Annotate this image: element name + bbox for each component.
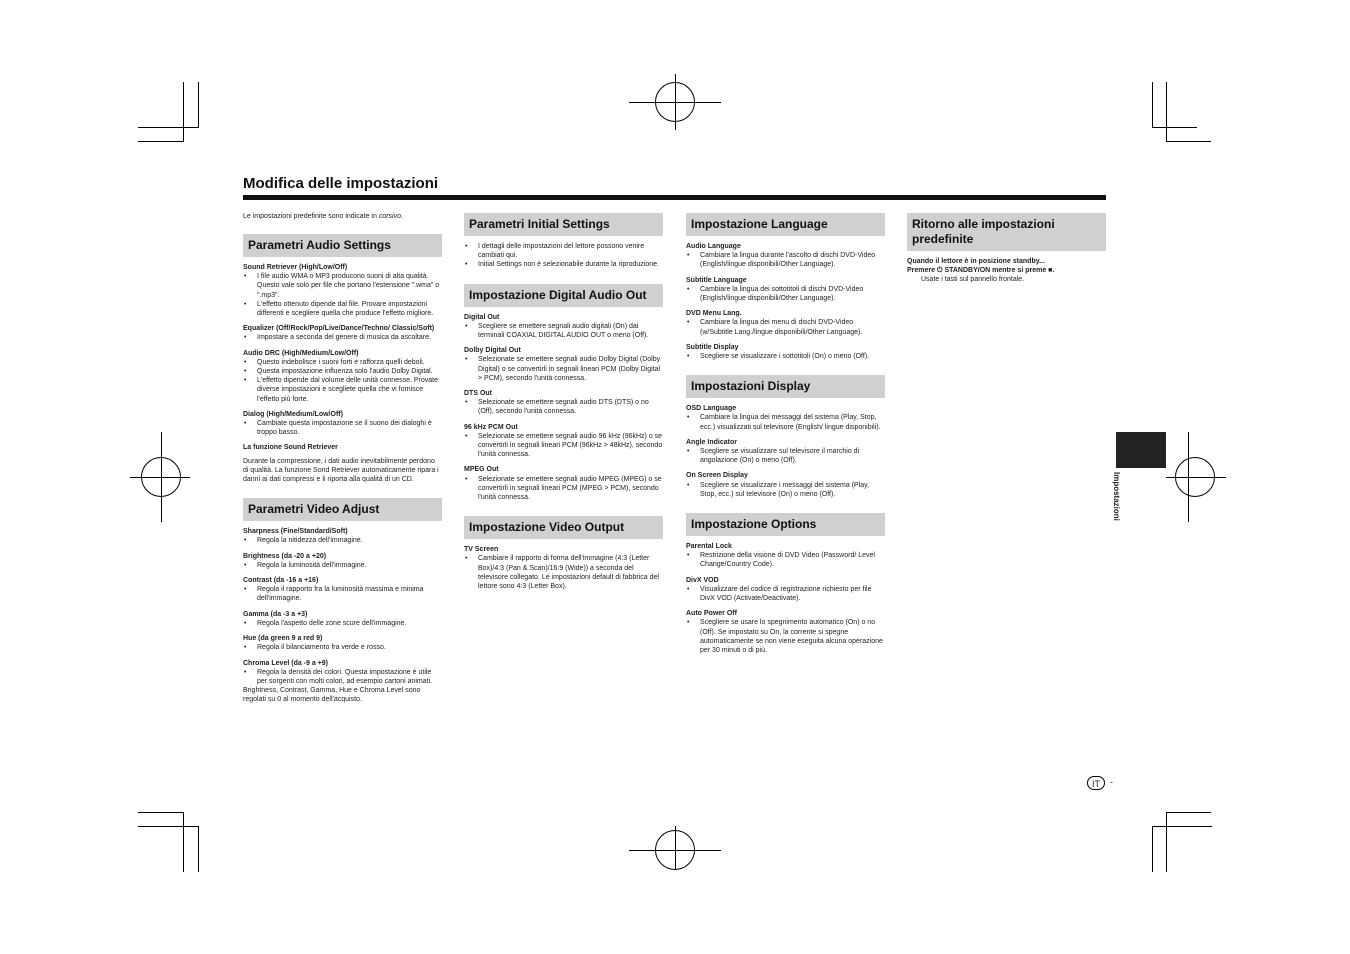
- contrast-title: Contrast (da -16 a +16): [243, 577, 319, 585]
- digital-audio-out-header: Impostazione Digital Audio Out: [464, 284, 663, 307]
- audio-settings-header: Parametri Audio Settings: [243, 234, 442, 257]
- crop-mark: [1166, 477, 1226, 478]
- list-item: • Initial Settings non è selezionabile durante la riproduzione.: [464, 260, 663, 269]
- list-item: • Regola la nitidezza dell'immagine.: [243, 536, 442, 545]
- list-item: • Selezionate se emettere segnali audio 96 kHz (96kHz) o se convertirli in segnali lineari PCM (96kHz > 48kHz), secondo l'unità connessa.: [464, 432, 663, 460]
- crop-mark: [1166, 812, 1167, 872]
- crop-mark: [1166, 812, 1211, 813]
- crop-mark: [138, 826, 198, 827]
- dts-out-title: DTS Out: [464, 390, 492, 398]
- list-item: • Regola la luminosità dell'immagine.: [243, 561, 442, 570]
- tv-screen-title: TV Screen: [464, 546, 499, 554]
- list-item: • Scegliere se visualizzare i messaggi del sistema (Play, Stop, ecc.) sul televisore (On) o meno (Off).: [686, 481, 885, 499]
- reset-line-1: Quando il lettore è in posizione standby...: [907, 258, 1045, 265]
- dolby-digital-out-title: Dolby Digital Out: [464, 347, 521, 355]
- list-item: • Selezionate se emettere segnali audio MPEG (MPEG) o se convertirli in segnali lineari PCM (MPEG > PCM), secondo l'unità connessa.: [464, 475, 663, 503]
- crop-mark: [138, 812, 184, 813]
- parental-lock-title: Parental Lock: [686, 543, 732, 551]
- dvd-menu-lang-title: DVD Menu Lang.: [686, 310, 742, 318]
- list-item: • Questo indebolisce i suoni forti e rafforza quelli deboli.: [243, 358, 442, 367]
- dialog-title: Dialog (High/Medium/Low/Off): [243, 410, 343, 418]
- crop-mark: [1166, 141, 1211, 142]
- list-item: • Cambiare la lingua dei sottotitoli di dischi DVD-Video (English/lingue disponibili/Other Language).: [686, 285, 885, 303]
- list-item: • Cambiare la lingua dei menu di dischi DVD-Video (w/Subtitle Lang./lingue disponibili/Other Language).: [686, 318, 885, 336]
- language-badge: IT: [1087, 776, 1105, 790]
- list-item: • Selezionate se emettere segnali audio Dolby Digital (Dolby Digital) o se convertirli in segnali lineari PCM (Dolby Digital > PCM), secondo l'unità connessa.: [464, 355, 663, 383]
- crop-mark: [183, 812, 184, 872]
- section-tab-marker: [1116, 432, 1166, 468]
- auto-power-off-title: Auto Power Off: [686, 610, 737, 618]
- sound-retriever-function-text: Durante la compressione, i dati audio inevitabilmente perdono di qualità. La funzione Sond Retriever automaticamente ripara i danni ai dati compressi e li riporta alla qualità di un CD.: [243, 457, 439, 484]
- page-number-dash: -: [1110, 777, 1113, 787]
- crop-mark: [1188, 432, 1189, 522]
- list-item: • Scegliere se visualizzare i sottotitoli (On) o meno (Off).: [686, 352, 885, 361]
- reset-line-2: Premere ⏻ STANDBY/ON mentre si preme ■.: [907, 267, 1055, 275]
- display-header: Impostazioni Display: [686, 375, 885, 398]
- on-screen-display-title: On Screen Display: [686, 472, 748, 480]
- reset-defaults-header: Ritorno alle impostazioni predefinite: [907, 213, 1106, 251]
- initial-settings-header: Parametri Initial Settings: [464, 213, 663, 236]
- side-tab-label-wrap: [1112, 472, 1134, 542]
- list-item: • Cambiare la lingua durante l'ascolto di dischi DVD-Video (English/lingue disponibili/Other Language).: [686, 251, 885, 269]
- gamma-title: Gamma (da -3 a +3): [243, 610, 308, 618]
- crop-mark: [138, 141, 184, 142]
- subtitle-language-title: Subtitle Language: [686, 276, 747, 284]
- list-item: • Cambiate questa impostazione se il suono dei dialoghi è troppo basso.: [243, 419, 442, 437]
- list-item: • Regola la densità dei colori. Questa impostazione è utile per sorgenti con molti colori, ad esempio cartoni animati.: [243, 668, 442, 686]
- crop-mark: [1152, 826, 1153, 872]
- audio-language-title: Audio Language: [686, 243, 741, 250]
- list-item: • Questa impostazione influenza solo l'audio Dolby Digital.: [243, 367, 442, 376]
- page-title: Modifica delle impostazioni: [243, 175, 439, 192]
- mpeg-out-title: MPEG Out: [464, 466, 499, 474]
- list-item: • Cambiare il rapporto di forma dell'immagine (4:3 (Letter Box)/4:3 (Pan & Scan)/16:9 (Wide)) a seconda del televisore collegato. Le impostazioni default di fabbrica del lettore sono 4:3 (Letter Box).: [464, 554, 663, 591]
- list-item: • Scegliere se usare lo spegnimento automatico (On) o no (Off). Se impostato su On, la corrente si spegne automaticamente se non viene eseguita alcuna operazione per 30 minuti o di più.: [686, 618, 885, 655]
- list-item: • L'effetto dipende dal volume delle unità connesse. Provate diverse impostazioni e scegliete quella che vi fornisce l'effetto più forte.: [243, 376, 442, 404]
- crop-mark: [1166, 82, 1167, 142]
- angle-indicator-title: Angle Indicator: [686, 438, 737, 446]
- intro-text: Le impostazioni predefinite sono indicate in corsivo.: [243, 213, 403, 220]
- list-item: • L'effetto ottenuto dipende dal file. Provare impostazioni differenti e scegliere quella che produce l'effetto migliore.: [243, 300, 442, 318]
- list-item: • Scegliere se emettere segnali audio digitali (On) dai terminali COAXIAL DIGITAL AUDIO OUT o meno (Off).: [464, 322, 663, 340]
- equalizer-title: Equalizer (Off/Rock/Pop/Live/Dance/Techno/ Classic/Soft): [243, 325, 435, 333]
- audio-drc-title: Audio DRC (High/Medium/Low/Off): [243, 349, 359, 357]
- list-item: • Selezionate se emettere segnali audio DTS (DTS) o no (Off), secondo l'unità connessa.: [464, 398, 663, 416]
- crop-mark: [1152, 826, 1212, 827]
- digital-out-title: Digital Out: [464, 313, 500, 321]
- language-header: Impostazione Language: [686, 213, 885, 236]
- list-item: • Regola il bilanciamento fra verde e rosso.: [243, 643, 442, 652]
- reset-line-3: Usate i tasti sul pannello frontale.: [921, 276, 1025, 284]
- side-tab-label: Impostazioni: [1112, 472, 1121, 521]
- pcm-out-title: 96 kHz PCM Out: [464, 423, 518, 431]
- sharpness-title: Sharpness (Fine/Standard/Soft): [243, 528, 348, 536]
- crop-mark: [130, 477, 190, 478]
- divx-vod-title: DivX VOD: [686, 576, 719, 584]
- crop-mark: [183, 82, 184, 142]
- osd-language-title: OSD Language: [686, 405, 737, 413]
- video-adjust-header: Parametri Video Adjust: [243, 498, 442, 521]
- column-2: [464, 213, 663, 591]
- video-footer-note: Brightness, Contrast, Gamma, Hue e Chroma Level sono regolati su 0 al momento dell'acquisto.: [243, 687, 421, 704]
- column-3: [686, 213, 885, 655]
- list-item: • Regola l'aspetto delle zone scure dell'immagine.: [243, 619, 442, 628]
- video-output-header: Impostazione Video Output: [464, 516, 663, 539]
- chroma-title: Chroma Level (da -9 a +9): [243, 659, 329, 667]
- subtitle-display-title: Subtitle Display: [686, 343, 739, 351]
- hue-title: Hue (da green 9 a red 9): [243, 635, 323, 643]
- list-item: • Restrizione della visione di DVD Video (Password/ Level Change/Country Code).: [686, 551, 885, 569]
- crop-mark: [161, 432, 162, 522]
- list-item: • I file audio WMA o MP3 producono suoni di alta qualità. Questo vale solo per file che portano l'estensione ".wma" o ".mp3".: [243, 272, 442, 300]
- crop-mark: [198, 826, 199, 872]
- list-item: • Cambiare la lingua dei messaggi del sistema (Play, Stop, ecc.) visualizzati sul televisore (English/ lingue disponibili).: [686, 413, 885, 431]
- sound-retriever-function-title: La funzione Sound Retriever: [243, 444, 338, 452]
- list-item: • I dettagli delle impostazioni del lettore possono venire cambiati qui.: [464, 242, 663, 260]
- list-item: • Scegliere se visualizzare sul televisore il marchio di angolazione (On) o meno (Off).: [686, 447, 885, 465]
- list-item: • Impostare a seconda del genere di musica da ascoltare.: [243, 333, 442, 342]
- brightness-title: Brightness (da -20 a +20): [243, 552, 327, 560]
- crop-mark: [198, 82, 199, 128]
- list-item: • Visualizzare del codice di registrazione richiesto per file DivX VOD (Activate/Deactivate).: [686, 585, 885, 603]
- crop-mark: [138, 127, 198, 128]
- title-rule: [243, 195, 1106, 200]
- list-item: • Regola il rapporto fra la luminosità massima e minima dell'immagine.: [243, 585, 442, 603]
- crop-mark: [1152, 127, 1197, 128]
- options-header: Impostazione Options: [686, 513, 885, 536]
- crop-mark: [675, 826, 676, 870]
- column-1: [243, 234, 442, 705]
- crop-mark: [675, 74, 676, 130]
- sound-retriever-title: Sound Retriever (High/Low/Off): [243, 264, 348, 271]
- crop-mark: [1152, 82, 1153, 128]
- column-4: [907, 213, 1106, 285]
